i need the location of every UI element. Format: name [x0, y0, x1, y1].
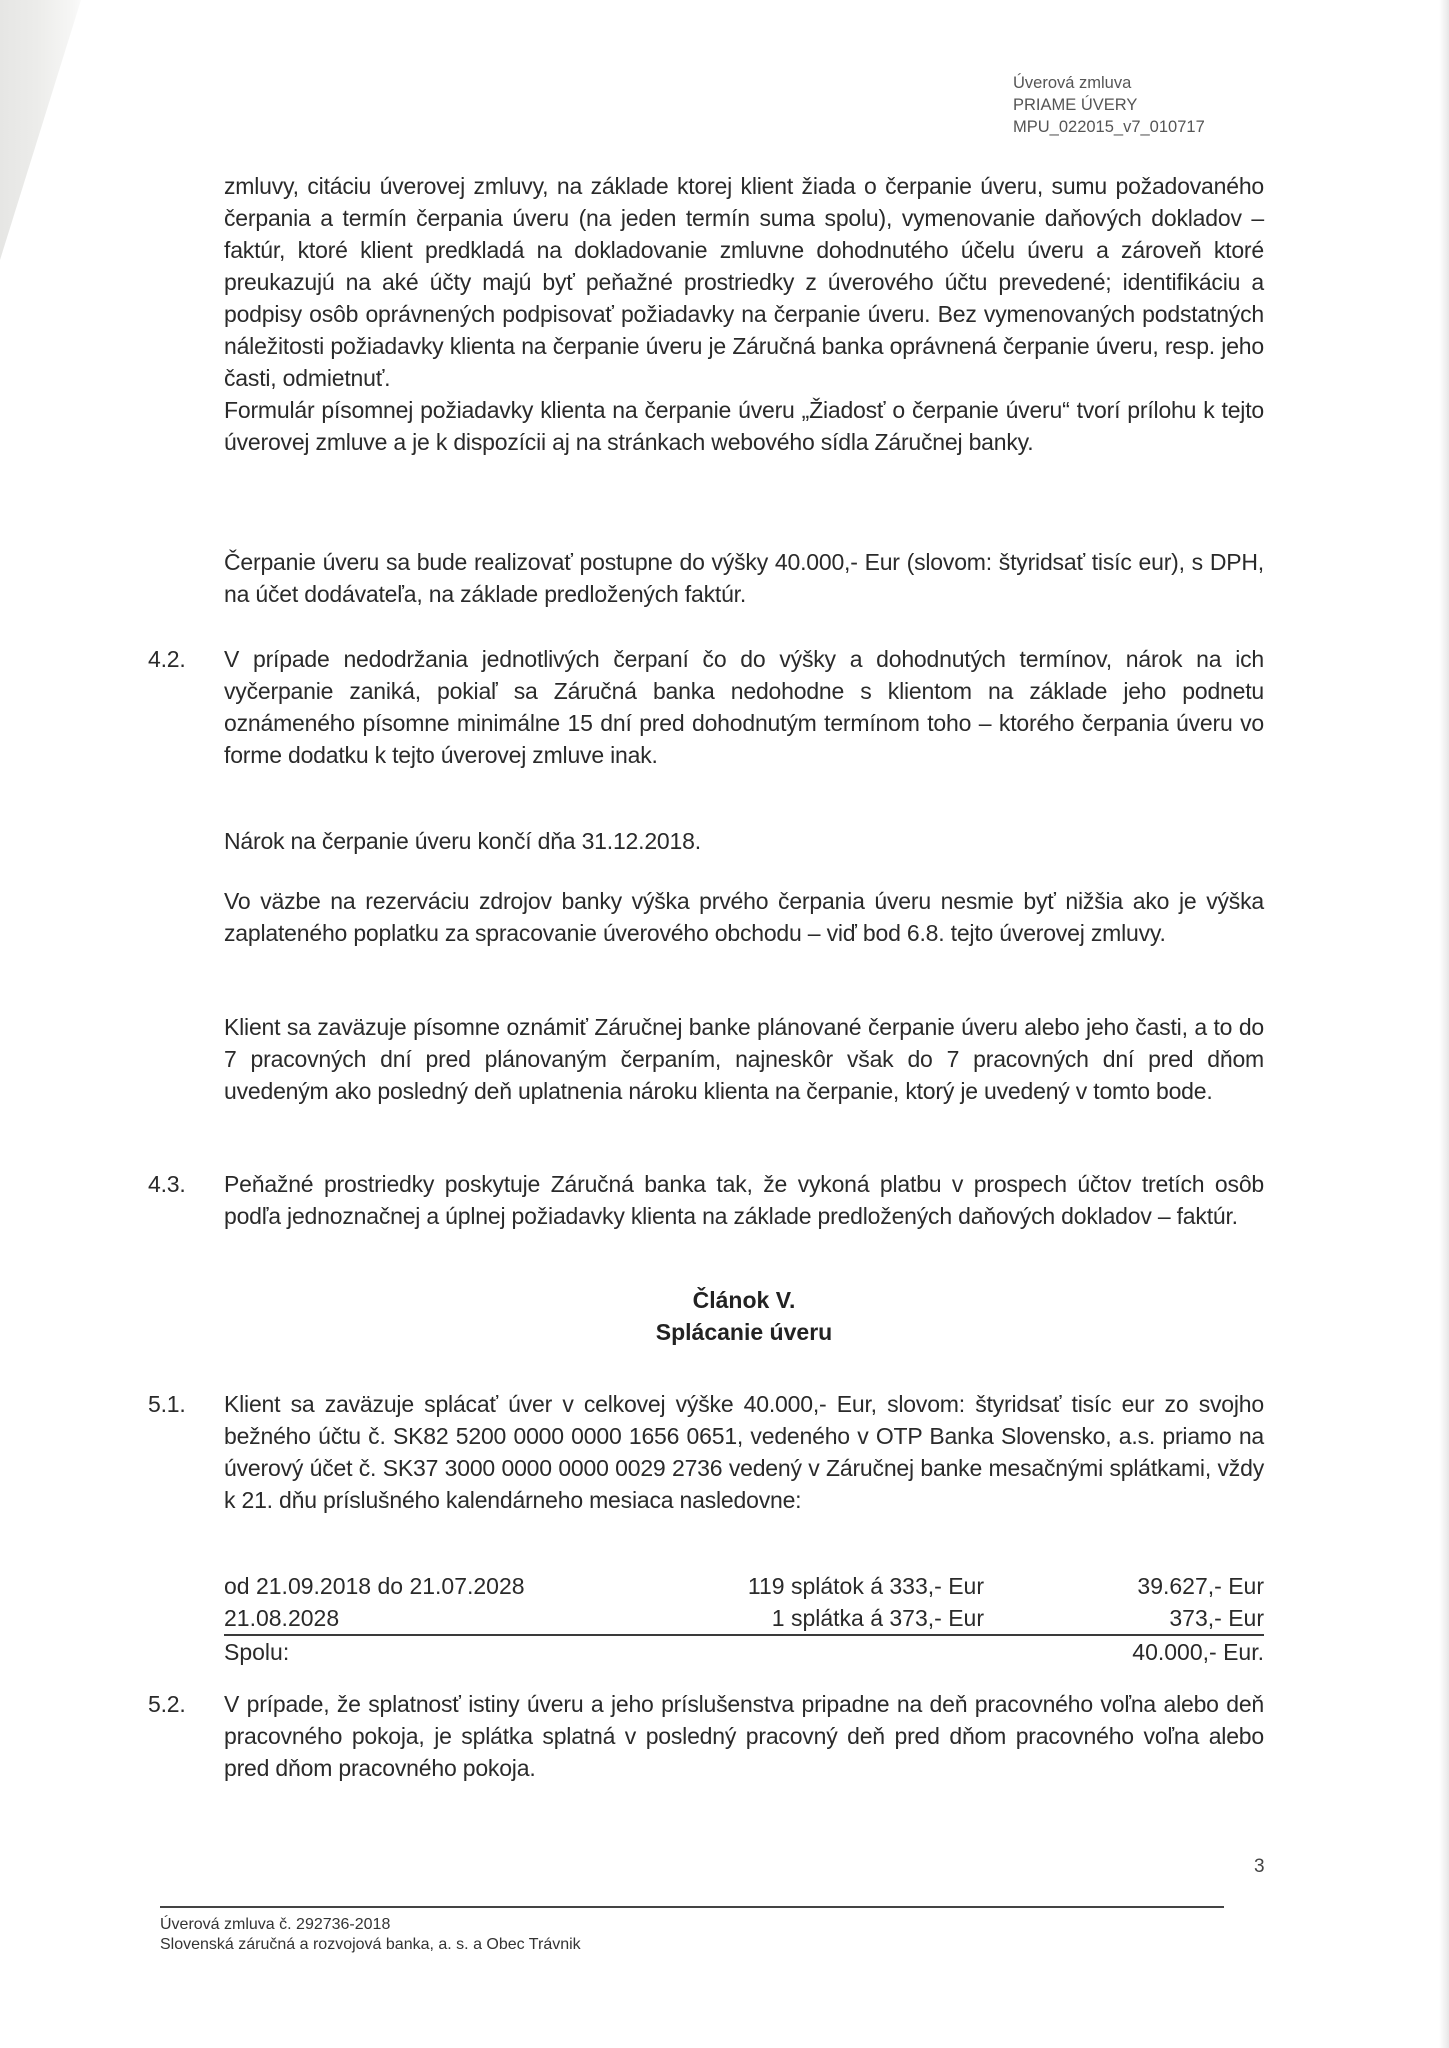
repayment-schedule	[224, 1570, 1264, 1668]
section-5-1-text: Klient sa zaväzuje splácať úver v celkovej výške 40.000,- Eur, slovom: štyridsať tisíc eur zo svojho bežného účtu č. SK82 5200 0000 0000 1656 0651, vedeného v OTP Banka Slovensko, a.s. priamo na úverový účet č. SK37 3000 0000 0000 0029 2736 vedený v Záručnej banke mesačnými splátkami, vždy k 21. dňu príslušného kalendárneho mesiaca nasledovne:	[224, 1391, 1264, 1513]
schedule-total-label: Spolu:	[224, 1639, 290, 1665]
schedule-installments: 119 splátok á 333,- Eur	[747, 1573, 984, 1599]
document-footer	[160, 1915, 581, 1955]
section-4-3	[148, 1168, 1264, 1232]
article-heading	[224, 1284, 1264, 1348]
article-title: Článok V.	[692, 1287, 796, 1313]
header-form-code: MPU_022015_v7_010717	[1013, 118, 1205, 136]
section-4-2	[148, 643, 1264, 771]
section-4-2-paragraph-2: Nárok na čerpanie úveru končí dňa 31.12.2018.	[224, 828, 701, 854]
section-number: 5.1.	[148, 1391, 186, 1417]
footer-divider	[160, 1906, 1224, 1908]
document-header	[1013, 72, 1205, 138]
header-doc-type: Úverová zmluva	[1013, 74, 1132, 92]
continuation-block	[224, 170, 1264, 458]
section-4-2-paragraph-1: V prípade nedodržania jednotlivých čerpaní čo do výšky a dohodnutých termínov, nárok na ich vyčerpanie zaniká, pokiaľ sa Záručná banka nedohodne s klientom na základe jeho podnetu oznámeného písomne minimálne 15 dní pred dohodnutým termínom toho – ktorého čerpania úveru vo forme dodatku k tejto úverovej zmluve inak.	[224, 646, 1264, 768]
section-5-1	[148, 1388, 1264, 1516]
schedule-row	[224, 1602, 1264, 1636]
footer-parties: Slovenská záručná a rozvojová banka, a. s. a Obec Trávnik	[160, 1936, 581, 1953]
schedule-amount: 39.627,- Eur	[1137, 1573, 1264, 1599]
continuation-paragraph-2: Formulár písomnej požiadavky klienta na čerpanie úveru „Žiadosť o čerpanie úveru“ tvorí prílohu k tejto úverovej zmluve a je k dispozícii aj na stránkach webového sídla Záručnej banky.	[224, 397, 1264, 455]
schedule-amount: 373,- Eur	[1169, 1605, 1264, 1631]
section-4-3-text: Peňažné prostriedky poskytuje Záručná banka tak, že vykoná platbu v prospech účtov tretích osôb podľa jednoznačnej a úplnej požiadavky klienta na základe predložených daňových dokladov – faktúr.	[224, 1171, 1264, 1229]
schedule-row	[224, 1570, 1264, 1602]
page-number: 3	[1254, 1856, 1265, 1877]
drawdown-limit-paragraph: Čerpanie úveru sa bude realizovať postupne do výšky 40.000,- Eur (slovom: štyridsať tisíc eur), s DPH, na účet dodávateľa, na základe predložených faktúr.	[224, 549, 1264, 607]
schedule-total-row	[224, 1636, 1264, 1668]
section-4-2-notice	[224, 1011, 1264, 1107]
article-subtitle: Splácanie úveru	[655, 1319, 833, 1345]
section-4-2-first-drawdown	[224, 885, 1264, 949]
header-loan-type: PRIAME ÚVERY	[1013, 96, 1138, 114]
schedule-period: od 21.09.2018 do 21.07.2028	[224, 1573, 525, 1599]
section-4-2-paragraph-4: Klient sa zaväzuje písomne oznámiť Záručnej banke plánované čerpanie úveru alebo jeho časti, a to do 7 pracovných dní pred plánovaným čerpaním, najneskôr však do 7 pracovných dní pred dňom uvedeným ako posledný deň uplatnenia nároku klienta na čerpanie, ktorý je uvedený v tomto bode.	[224, 1014, 1264, 1104]
scan-shadow-left	[0, 0, 90, 260]
footer-contract-number: Úverová zmluva č. 292736-2018	[160, 1916, 391, 1933]
section-number: 5.2.	[148, 1691, 186, 1717]
section-5-2	[148, 1688, 1264, 1784]
scan-shadow-right	[1439, 0, 1449, 2048]
section-5-2-text: V prípade, že splatnosť istiny úveru a jeho príslušenstva pripadne na deň pracovného voľna alebo deň pracovného pokoja, je splátka splatná v posledný pracovný deň pred dňom pracovného voľna alebo pred dňom pracovného pokoja.	[224, 1691, 1264, 1781]
schedule-total-amount: 40.000,- Eur.	[1132, 1639, 1264, 1665]
continuation-paragraph-1: zmluvy, citáciu úverovej zmluvy, na základe ktorej klient žiada o čerpanie úveru, sumu požadovaného čerpania a termín čerpania úveru (na jeden termín suma spolu), vymenovanie daňových dokladov – faktúr, ktoré klient predkladá na dokladovanie zmluvne dohodnutého účelu úveru a zároveň ktoré preukazujú na aké účty majú byť peňažné prostriedky z úverového účtu prevedené; identifikáciu a podpisy osôb oprávnených podpisovať požiadavky na čerpanie úveru. Bez vymenovaných podstatných náležitosti požiadavky klienta na čerpanie úveru je Záručná banka oprávnená čerpanie úveru, resp. jeho časti, odmietnuť.	[224, 173, 1264, 391]
section-number: 4.3.	[148, 1171, 186, 1197]
section-4-2-deadline	[224, 825, 1264, 857]
drawdown-limit-block	[224, 546, 1264, 610]
schedule-period: 21.08.2028	[224, 1605, 340, 1631]
section-number: 4.2.	[148, 646, 186, 672]
section-4-2-paragraph-3: Vo väzbe na rezerváciu zdrojov banky výška prvého čerpania úveru nesmie byť nižšia ako je výška zaplateného poplatku za spracovanie úverového obchodu – viď bod 6.8. tejto úverovej zmluvy.	[224, 888, 1264, 946]
schedule-installments: 1 splátka á 373,- Eur	[771, 1605, 984, 1631]
